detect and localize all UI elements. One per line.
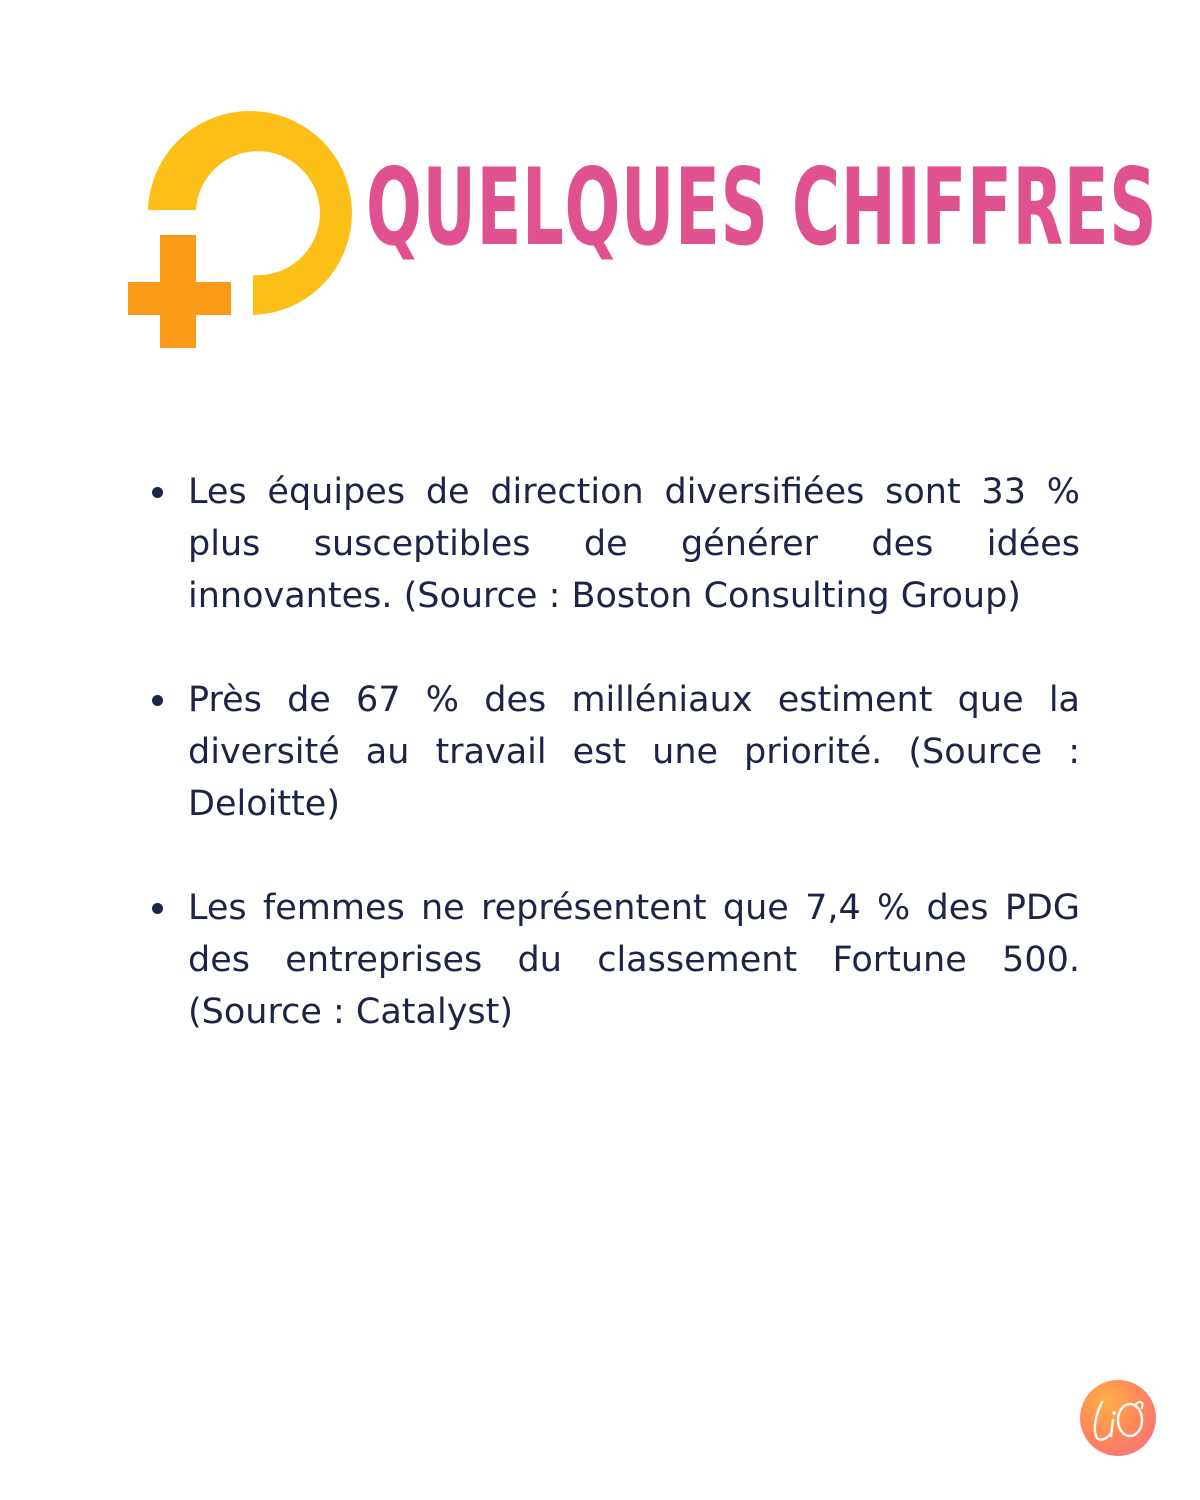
- stats-list: [150, 466, 1080, 1090]
- signature-logo: [1080, 1380, 1156, 1456]
- bullet-icon: [152, 487, 163, 498]
- stat-text: Près de 67 % des milléniaux estiment que la diversité au travail est une priorité. (Source : Deloitte): [188, 680, 1080, 824]
- signature-mark: [1080, 1380, 1156, 1456]
- list-item: [150, 674, 1080, 830]
- bullet-icon: [152, 695, 163, 706]
- list-item: [150, 882, 1080, 1038]
- stat-text: Les équipes de direction diversifiées sont 33 % plus susceptibles de générer des idées innovantes. (Source : Boston Consulting Group): [188, 472, 1080, 616]
- page-title: QUELQUES CHIFFRES: [366, 146, 1158, 269]
- circle-plus-icon: [120, 110, 370, 360]
- plus-shape: [128, 235, 231, 348]
- stat-text: Les femmes ne représentent que 7,4 % des PDG des entreprises du classement Fortune 500. (Source : Catalyst): [188, 888, 1080, 1032]
- bullet-icon: [152, 903, 163, 914]
- list-item: [150, 466, 1080, 622]
